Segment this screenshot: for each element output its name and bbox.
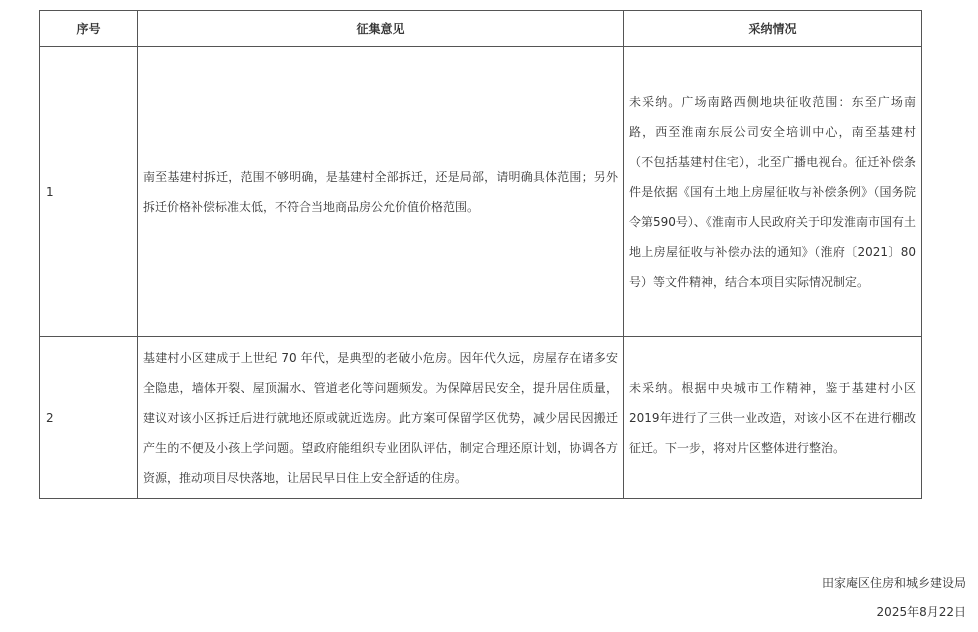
header-number: 序号 <box>40 11 138 47</box>
table-row <box>40 337 922 499</box>
row-number: 2 <box>40 337 138 499</box>
header-opinion: 征集意见 <box>138 11 624 47</box>
feedback-table <box>39 10 922 499</box>
row-adoption: 未采纳。广场南路西侧地块征收范围：东至广场南路，西至淮南东辰公司安全培训中心，南至基建村（不包括基建村住宅），北至广播电视台。征迁补偿条件是依据《国有土地上房屋征收与补偿条例》（国务院令第590号）、《淮南市人民政府关于印发淮南市国有土地上房屋征收与补偿办法的通知》（淮府〔2021〕80号）等文件精神，结合本项目实际情况制定。 <box>624 47 922 337</box>
table-header-row <box>40 11 922 47</box>
row-number: 1 <box>40 47 138 337</box>
row-opinion: 基建村小区建成于上世纪 70 年代，是典型的老破小危房。因年代久远，房屋存在诸多安全隐患，墙体开裂、屋顶漏水、管道老化等问题频发。为保障居民安全，提升居住质量，建议对该小区拆迁后进行就地还原或就近选房。此方案可保留学区优势，减少居民因搬迁产生的不便及小孩上学问题。望政府能组织专业团队评估，制定合理还原计划，协调各方资源，推动项目尽快落地，让居民早日住上安全舒适的住房。 <box>138 337 624 499</box>
table-row <box>40 47 922 337</box>
row-adoption: 未采纳。根据中央城市工作精神，鉴于基建村小区2019年进行了三供一业改造，对该小区不在进行棚改征迁。下一步，将对片区整体进行整治。 <box>624 337 922 499</box>
row-opinion: 南至基建村拆迁，范围不够明确，是基建村全部拆迁，还是局部，请明确具体范围；另外拆迁价格补偿标准太低，不符合当地商品房公允价值价格范围。 <box>138 47 624 337</box>
issue-date: 2025年8月22日 <box>876 605 966 619</box>
header-adoption: 采纳情况 <box>624 11 922 47</box>
issuing-agency: 田家庵区住房和城乡建设局 <box>821 576 966 590</box>
